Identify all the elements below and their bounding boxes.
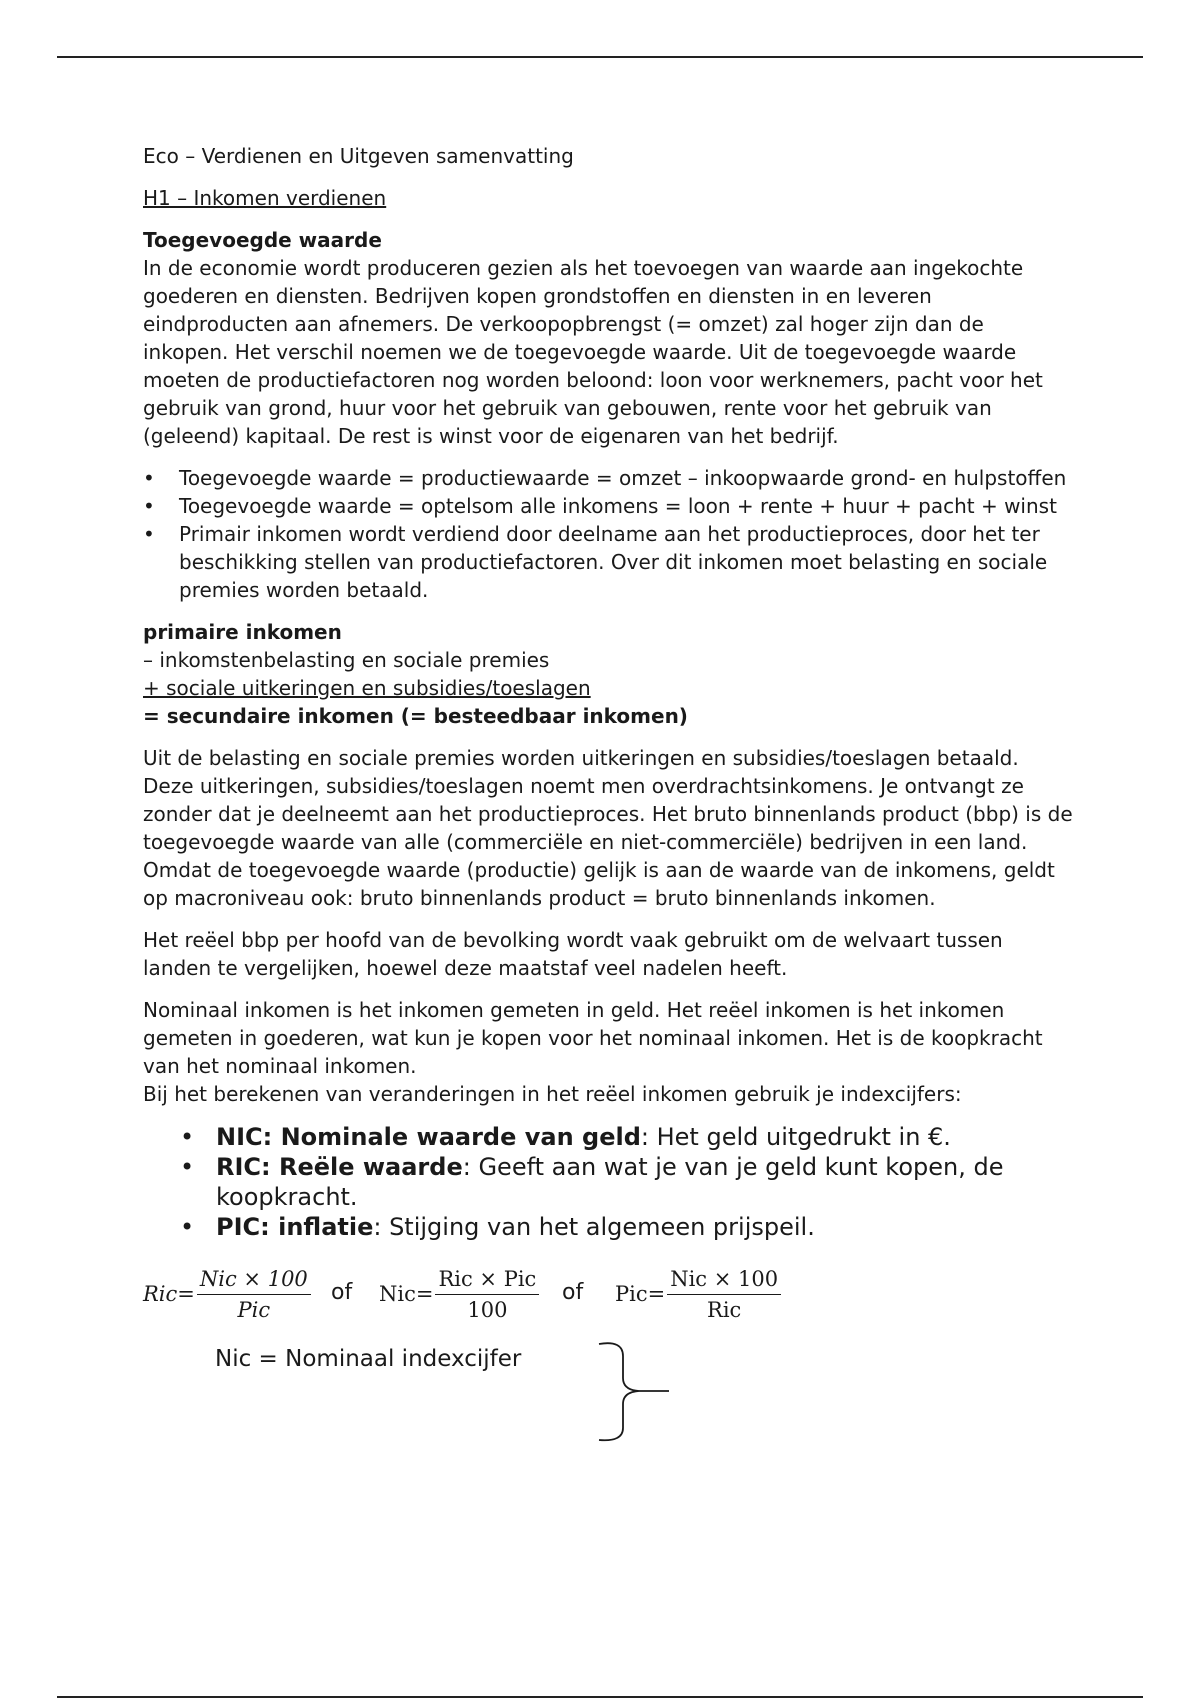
curly-brace-icon bbox=[595, 1336, 675, 1446]
or-word: of bbox=[562, 1280, 584, 1305]
term: PIC: inflatie bbox=[216, 1213, 374, 1241]
formula-pic bbox=[615, 1262, 781, 1326]
term: RIC: Reële waarde bbox=[216, 1153, 463, 1181]
calc-line-tax: – inkomstenbelasting en sociale premies bbox=[143, 648, 550, 672]
equals-sign: = bbox=[177, 1282, 195, 1306]
term: NIC: Nominale waarde van geld bbox=[216, 1123, 641, 1151]
footer-rule bbox=[57, 1696, 1143, 1698]
list-item bbox=[216, 1152, 1073, 1212]
denominator: 100 bbox=[467, 1297, 508, 1322]
formula-row bbox=[143, 1262, 1073, 1326]
list-item bbox=[216, 1212, 1073, 1242]
list-item: • Toegevoegde waarde = productiewaarde = omzet – inkoopwaarde grond- en hulpstoffen bbox=[179, 464, 1073, 492]
list-item: • Primair inkomen wordt verdiend door deelname aan het productieproces, door het ter beschikking stellen van productiefactoren. Over dit inkomen moet belasting en sociale premies worden betaald. bbox=[179, 520, 1073, 604]
paragraph: Het reëel bbp per hoofd van de bevolking wordt vaak gebruikt om de welvaart tussen landen te vergelijken, hoewel deze maatstaf veel nadelen heeft. bbox=[143, 928, 1003, 980]
list-item: • Toegevoegde waarde = optelsom alle inkomens = loon + rente + huur + pacht + winst bbox=[179, 492, 1073, 520]
numerator: Nic × 100 bbox=[667, 1265, 781, 1295]
equals-sign: = bbox=[647, 1282, 666, 1306]
calc-line-secondary: = secundaire inkomen (= besteedbaar inkomen) bbox=[143, 704, 688, 728]
definition: : Het geld uitgedrukt in €. bbox=[640, 1123, 951, 1151]
chapter-heading: H1 – Inkomen verdienen bbox=[143, 186, 387, 210]
formula-ric bbox=[143, 1262, 311, 1326]
calc-line-primary: primaire inkomen bbox=[143, 620, 342, 644]
denominator: Pic bbox=[237, 1297, 271, 1322]
numerator: Ric × Pic bbox=[435, 1265, 539, 1295]
paragraph: Bij het berekenen van veranderingen in het reëel inkomen gebruik je indexcijfers: bbox=[143, 1082, 962, 1106]
equals-sign: = bbox=[415, 1282, 434, 1306]
formula-lhs: Pic bbox=[615, 1282, 648, 1306]
definition: : Stijging van het algemeen prijspeil. bbox=[373, 1213, 815, 1241]
section-heading: Toegevoegde waarde bbox=[143, 228, 382, 252]
paragraph: Uit de belasting en sociale premies worden uitkeringen en subsidies/toeslagen betaald. Deze uitkeringen, subsidies/toeslagen noemt men overdrachtsinkomens. Je ontvangt ze zonder dat je deelneemt aan het productieproces. Het bruto binnenlands product (bbp) is de toegevoegde waarde van alle (commerciële en niet-commerciële) bedrijven in een land. Omdat de toegevoegde waarde (productie) gelijk is aan de waarde van de inkomens, geldt op macroniveau ook: bruto binnenlands product = bruto binnenlands inkomen. bbox=[143, 746, 1073, 910]
formula-lhs: Nic bbox=[379, 1282, 416, 1306]
paragraph: In de economie wordt produceren gezien als het toevoegen van waarde aan ingekochte goederen en diensten. Bedrijven kopen grondstoffen en diensten in en leveren eindproducten aan afnemers. De verkoopopbrengst (= omzet) zal hoger zijn dan de inkopen. Het verschil noemen we de toegevoegde waarde. Uit de toegevoegde waarde moeten de productiefactoren nog worden beloond: loon voor werknemers, pacht voor het gebruik van grond, huur voor het gebruik van gebouwen, rente voor het gebruik van (geleend) kapitaal. De rest is winst voor de eigenaren van het bedrijf. bbox=[143, 256, 1043, 448]
fraction bbox=[667, 1265, 781, 1324]
income-calculation bbox=[143, 618, 1073, 730]
numerator: Nic × 100 bbox=[197, 1265, 311, 1295]
paragraph: Nominaal inkomen is het inkomen gemeten in geld. Het reëel inkomen is het inkomen gemeten in goederen, wat kun je kopen voor het nominaal inkomen. Het is de koopkracht van het nominaal inkomen. bbox=[143, 998, 1043, 1078]
index-note bbox=[215, 1344, 1073, 1374]
fraction bbox=[435, 1265, 539, 1324]
bullet-list bbox=[143, 464, 1073, 604]
document-title: Eco – Verdienen en Uitgeven samenvatting bbox=[143, 144, 574, 168]
or-word: of bbox=[331, 1280, 353, 1305]
list-item bbox=[216, 1122, 1073, 1152]
formula-lhs: Ric bbox=[143, 1282, 178, 1306]
calc-line-benefits: + sociale uitkeringen en subsidies/toeslagen bbox=[143, 676, 591, 700]
index-list bbox=[143, 1122, 1073, 1242]
document-body bbox=[143, 142, 1073, 1374]
note-text: Nic = Nominaal indexcijfer bbox=[215, 1346, 522, 1372]
formula-nic bbox=[379, 1262, 539, 1326]
fraction bbox=[197, 1265, 311, 1324]
denominator: Ric bbox=[707, 1297, 742, 1322]
definition: : Geeft aan wat je van je geld kunt kopen, de koopkracht. bbox=[216, 1153, 1004, 1211]
header-rule bbox=[57, 56, 1143, 58]
